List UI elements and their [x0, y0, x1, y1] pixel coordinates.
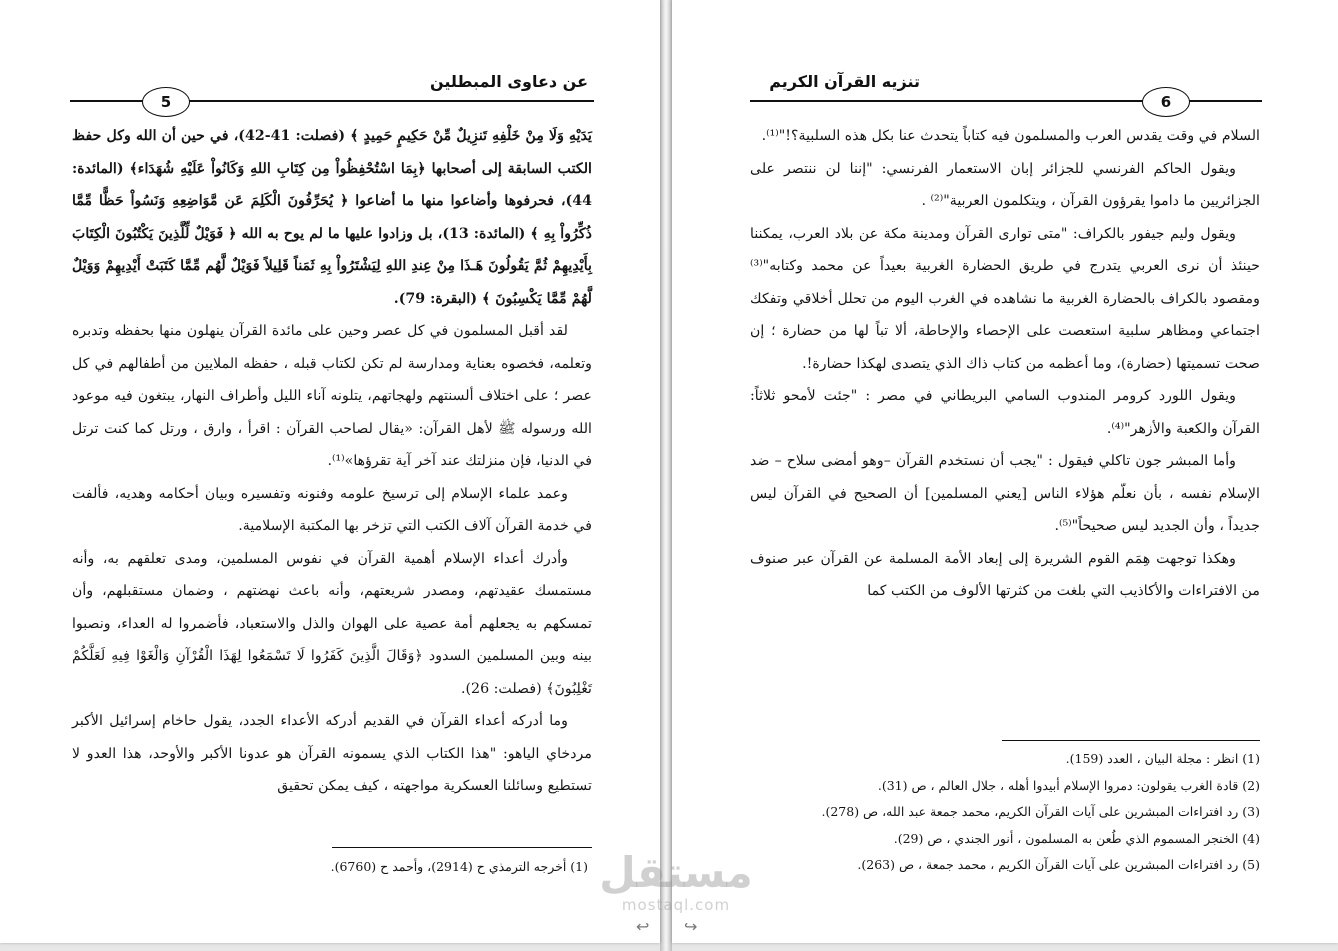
footnote: (4) الخنجر المسموم الذي طُعن به المسلمون ، أنور الجندي ، ص (29). — [893, 830, 1260, 846]
paragraph: وأدرك أعداء الإسلام أهمية القرآن في نفوس المسلمين، ومدى تعلقهم به، وأنه مستمسك عقيدتهم، ومصدر شريعتهم، وأنه باعث نهضتهم ، وضمان مستقبلهم، وأن تمسكهم به يجعلهم أمة عصية على الهوان والذل والاستعباد، فأضمروا له العداء، ونصبوا بينه وبين المسلمين السدود ﴿وَقَالَ الَّذِينَ كَفَرُوا لَا تَسْمَعُوا لِهَذَا الْقُرْآنِ وَالْغَوْا فِيهِ لَعَلَّكُمْ تَغْلِبُونَ﴾ (فصلت: 26). — [72, 550, 592, 697]
right-page-body — [750, 120, 1260, 608]
watermark — [586, 850, 766, 914]
paragraph: وهكذا توجهت هِمَم القوم الشريرة إلى إبعاد الأمة المسلمة عن القرآن عبر صنوف من الافتراءات والأكاذيب التي بلغت من كثرتها الألوف من الكتب كما — [750, 550, 1260, 599]
watermark-url: mostaql.com — [621, 896, 731, 914]
watermark-logo: مستقل — [599, 848, 753, 897]
footnote: (3) رد افتراءات المبشرين على آيات القرآن الكريم، محمد جمعة عبد الله، ص (278). — [821, 804, 1260, 819]
footnote: (1) أخرجه الترمذي ح (2914)، وأحمد ح (6760). — [330, 859, 588, 874]
paragraph: السلام في وقت يقدس العرب والمسلمون فيه كتاباً يتحدث عنا بكل هذه السلبية؟!"⁽¹⁾. — [761, 128, 1260, 144]
left-page-footnotes — [68, 854, 588, 881]
left-page-header-title: عن دعاوى المبطلين — [429, 72, 588, 91]
paragraph: ويقول اللورد كرومر المندوب السامي البريطاني في مصر : "جئت لأمحو ثلاثاً: القرآن والكعبة والأزهر"⁽⁴⁾. — [750, 388, 1260, 437]
paragraph: لقد أقبل المسلمون في كل عصر وحين على مائدة القرآن ينهلون منها بحفظه وتدبره وتعلمه، فخصوه بعناية ومدارسة لم تكن لكتاب قبله ، حفظه الملايين من أطفالهم في كل عصر ؛ على اختلاف ألسنتهم ولهجاتهم، يتلونه آناء الليل وأطراف النهار، يبتغون فيه موعود الله ورسوله ﷺ لأهل القرآن: «يقال لصاحب القرآن : اقرأ ، وارق ، ورتل كما كنت ترتل في الدنيا، فإن منزلتك عند آخر آية تقرؤها»⁽¹⁾. — [72, 323, 592, 469]
footnote: (1) انظر : مجلة البيان ، العدد (159). — [1065, 751, 1260, 766]
left-page-body — [72, 120, 592, 803]
right-page-number: 6 — [1142, 87, 1190, 117]
left-page-number: 5 — [142, 87, 190, 117]
next-page-arrow-icon[interactable]: ↪ — [684, 917, 698, 936]
book-gutter — [660, 0, 672, 951]
paragraph: وعمد علماء الإسلام إلى ترسيخ علومه وفنونه وتفسيره وبيان أحكامه وهديه، فألفت في خدمة القرآن آلاف الكتب التي تزخر بها المكتبة الإسلامية. — [72, 485, 592, 534]
paragraph: ويقول الحاكم الفرنسي للجزائر إبان الاستعمار الفرنسي: "إننا لن ننتصر على الجزائريين ما داموا يقرؤون القرآن ، ويتكلمون العربية"⁽²⁾ . — [750, 160, 1260, 209]
paragraph: يَدَيْهِ وَلَا مِنْ خَلْفِهِ تَنزِيلٌ مِّنْ حَكِيمٍ حَمِيدٍ ﴾ (فصلت: 41-42)، في حين أن الله وكل حفظ الكتب السابقة إلى أصحابها ﴿بِمَا اسْتُحْفِظُواْ مِن كِتَابِ اللهِ وَكَانُواْ عَلَيْهِ شُهَدَاء﴾ (المائدة: 44)، فحرفوها وأضاعوا منها ما أضاعوا ﴿ يُحَرِّفُونَ الْكَلِمَ عَن مَّوَاضِعِهِ وَنَسُواْ حَظًّا مِّمَّا ذُكِّرُواْ بِهِ ﴾ (المائدة: 13)، بل وزادوا عليها ما لم يوح به الله ﴿ فَوَيْلٌ لِّلَّذِينَ يَكْتُبُونَ الْكِتَابَ بِأَيْدِيهِمْ ثُمَّ يَقُولُونَ هَـذَا مِنْ عِندِ اللهِ لِيَشْتَرُواْ بِهِ ثَمَناً قَلِيلاً فَوَيْلٌ لَّهُم مِّمَّا كَتَبَتْ أَيْدِيهِمْ وَوَيْلٌ لَّهُمْ مِّمَّا يَكْسِبُونَ ﴾ (البقرة: 79). — [72, 128, 592, 307]
paragraph: ويقول وليم جيفور بالكراف: "متى توارى القرآن ومدينة مكة عن بلاد العرب، يمكننا حينئذ أن نرى العربي يتدرج في طريق الحضارة الغربية بعيداً عن محمد وكتابه"⁽³⁾ومقصود بالكراف بالحضارة الغربية ما نشاهده في الغرب اليوم من تحلل أخلاقي وتفكك اجتماعي ومظاهر سلبية استعصت على الإحصاء والإحاطة، ألا تباً لها من حضارة ؛ إن صحت تسميتها (حضارة)، وما أعظمه من كتاب ذاك الذي يتصدى لهكذا حضارة!. — [750, 225, 1260, 372]
left-footnote-rule — [332, 847, 592, 848]
footnote: (5) رد افتراءات المبشرين على آيات القرآن الكريم ، محمد جمعة ، ص (263). — [857, 857, 1260, 872]
footnote: (2) قادة الغرب يقولون: دمروا الإسلام أبيدوا أهله ، جلال العالم ، ص (31). — [877, 777, 1260, 793]
right-page — [672, 0, 1338, 943]
right-footnote-rule — [1002, 740, 1260, 741]
paragraph: وأما المبشر جون تاكلي فيقول : "يجب أن نستخدم القرآن –وهو أمضى سلاح – ضد الإسلام نفسه ، بأن نعلّم هؤلاء الناس [يعني المسلمين] أن الصحيح في القرآن ليس جديداً ، وأن الجديد ليس صحيحاً"⁽⁵⁾. — [750, 453, 1260, 534]
paragraph: وما أدركه أعداء القرآن في القديم أدركه الأعداء الجدد، يقول حاخام إسرائيل الأكبر مردخاي الياهو: "هذا الكتاب الذي يسمونه القرآن هو عدونا الأكبر والأوحد، هذا العدو لا تستطيع وسائلنا العسكرية مواجهته ، كيف يمكن تحقيق — [72, 713, 592, 794]
right-page-header-title: تنزيه القرآن الكريم — [769, 72, 920, 91]
left-page — [0, 0, 660, 943]
prev-page-arrow-icon[interactable]: ↩ — [636, 917, 650, 936]
right-page-footnotes — [750, 746, 1260, 879]
